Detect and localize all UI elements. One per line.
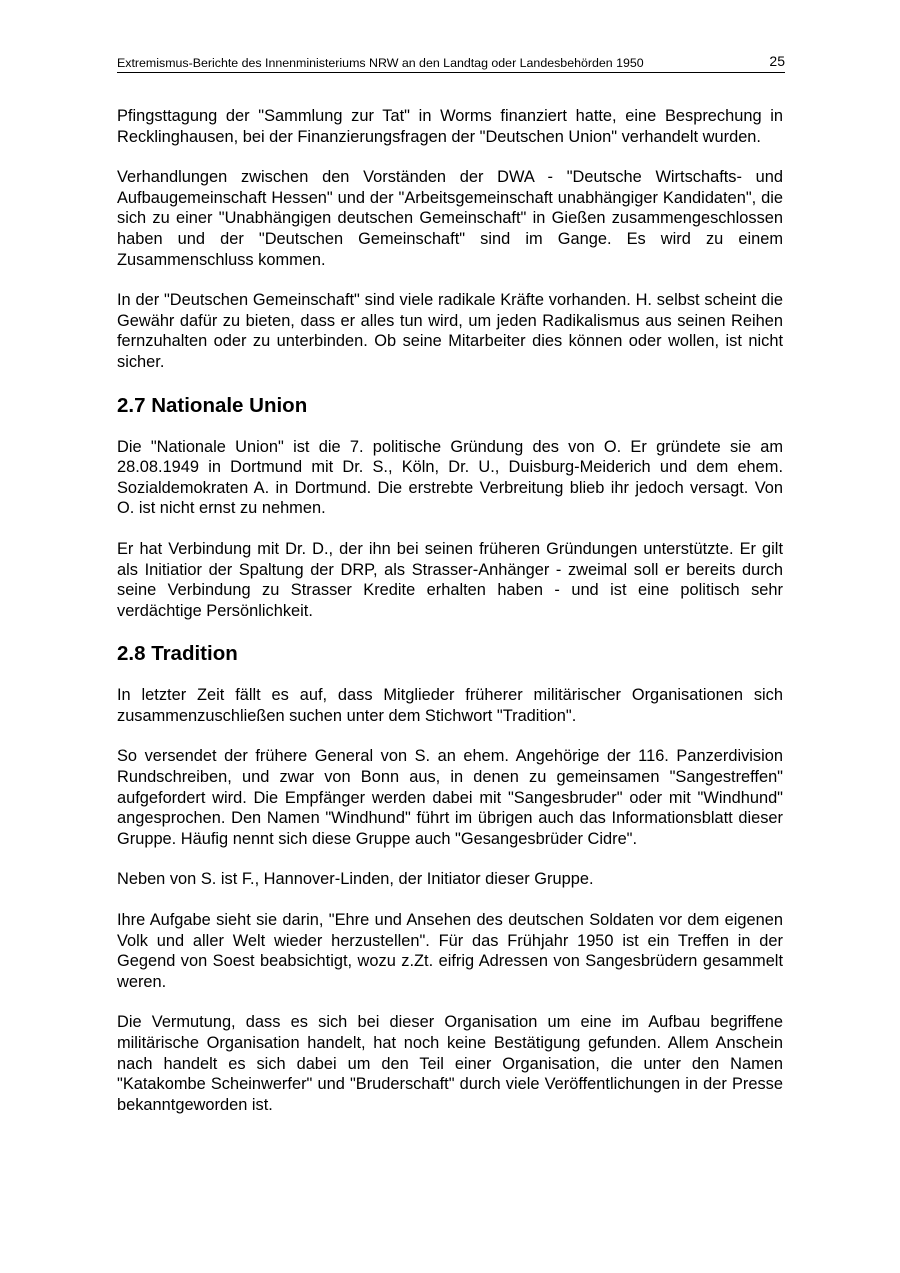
running-title: Extremismus-Berichte des Innenministeriums NRW an den Landtag oder Landesbehörden 1950 (117, 56, 644, 70)
section-heading-nationale-union: 2.7 Nationale Union (117, 393, 308, 417)
paragraph: Pfingsttagung der "Sammlung zur Tat" in Worms finanziert hatte, eine Besprechung in Recklinghausen, bei der Finanzierungsfragen der "Deutschen Union" verhandelt wurden. (117, 107, 783, 146)
section-heading-tradition: 2.8 Tradition (117, 642, 238, 666)
page-header (117, 54, 785, 73)
paragraph: In der "Deutschen Gemeinschaft" sind viele radikale Kräfte vorhanden. H. selbst scheint die Gewähr dafür zu bieten, dass er alles tun wird, um jeden Radikalismus aus seinen Reihen fernzuhalten oder zu unterbinden. Ob seine Mitarbeiter dies können oder wollen, ist nicht sicher. (117, 291, 783, 371)
page-number: 25 (769, 53, 785, 69)
paragraph: In letzter Zeit fällt es auf, dass Mitglieder früherer militärischer Organisationen sich zusammenzuschließen suchen unter dem Stichwort "Tradition". (117, 686, 783, 725)
paragraph: Ihre Aufgabe sieht sie darin, "Ehre und Ansehen des deutschen Soldaten vor dem eigenen Volk und aller Welt wieder herzustellen". Für das Frühjahr 1950 ist ein Treffen in der Gegend von Soest beabsichtigt, wozu z.Zt. eifrig Adressen von Sangesbrüdern gesammelt weren. (117, 911, 783, 991)
paragraph: Die "Nationale Union" ist die 7. politische Gründung des von O. Er gründete sie am 28.08.1949 in Dortmund mit Dr. S., Köln, Dr. U., Duisburg-Meiderich und dem ehem. Sozialdemokraten A. in Dortmund. Die erstrebte Verbreitung blieb ihr jedoch versagt. Von O. ist nicht ernst zu nehmen. (117, 437, 783, 518)
paragraph: Er hat Verbindung mit Dr. D., der ihn bei seinen früheren Gründungen unterstützte. Er gilt als Initiatior der Spaltung der DRP, als Strasser-Anhänger - zweimal soll er bereits durch seine Verbindung zu Strasser Kredite erhalten haben - und ist eine politisch sehr verdächtige Persönlichkeit. (117, 539, 783, 620)
paragraph: Verhandlungen zwischen den Vorständen der DWA - "Deutsche Wirtschafts- und Aufbaugemeinschaft Hessen" und der "Arbeitsgemeinschaft unabhängiger Kandidaten", die sich zu einer "Unabhängigen deutschen Gemeinschaft" in Gießen zusammengeschlossen haben und der "Deutschen Gemeinschaft" sind im Gange. Es wird zu einem Zusammenschluss kommen. (117, 168, 783, 269)
document-body (117, 106, 783, 1135)
paragraph: Neben von S. ist F., Hannover-Linden, der Initiator dieser Gruppe. (117, 870, 594, 889)
paragraph: Die Vermutung, dass es sich bei dieser Organisation um eine im Aufbau begriffene militärische Organisation handelt, hat noch keine Bestätigung gefunden. Allem Anschein nach handelt es sich dabei um den Teil einer Organisation, die unter den Namen "Katakombe Scheinwerfer" und "Bruderschaft" durch viele Veröffentlichungen in der Presse bekanntgeworden ist. (117, 1013, 783, 1114)
paragraph: So versendet der frühere General von S. an ehem. Angehörige der 116. Panzerdivision Rundschreiben, und zwar von Bonn aus, in denen zu gemeinsamen "Sangestreffen" aufgefordert wird. Die Empfänger werden dabei mit "Sangesbruder" oder mit "Windhund" angesprochen. Den Namen "Windhund" führt im übrigen auch das Informationsblatt dieser Gruppe. Häufig nennt sich diese Gruppe auch "Gesangesbrüder Cidre". (117, 747, 783, 848)
